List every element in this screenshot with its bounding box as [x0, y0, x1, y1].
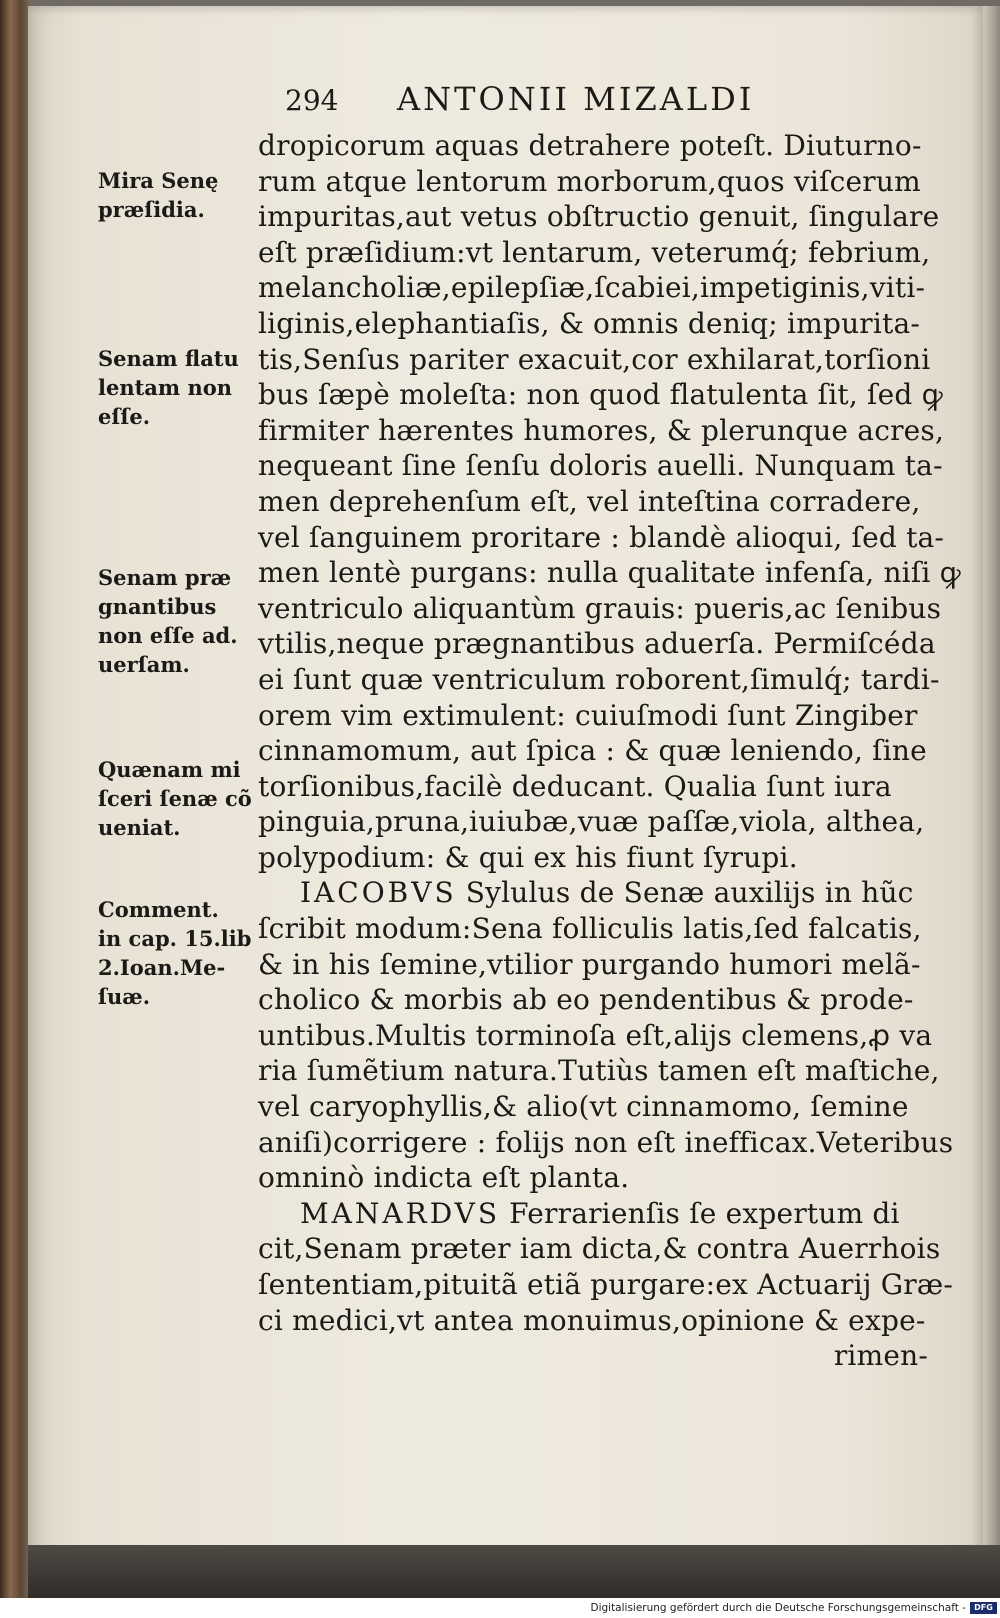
text-line: polypodium: & qui ex his fiunt ſyrupi.: [258, 840, 798, 874]
margin-notes: [0, 0, 258, 1560]
text-line: aniſi)corrigere : folijs non eſt inefficax.Veteribus: [258, 1125, 954, 1159]
margin-note-line: ueniat.: [98, 815, 181, 840]
text-line: omninò indicta eſt planta.: [258, 1161, 630, 1195]
text-line: orem vim extimulent: cuiuſmodi ſunt Zingiber: [258, 698, 918, 732]
body-text: [258, 128, 961, 1374]
margin-note-line: præſidia.: [98, 197, 205, 222]
text-line: ria ſumẽtium natura.Tutiùs tamen eſt maſtiche,: [258, 1054, 940, 1088]
margin-note-line: ſceri ſenæ cõ: [98, 786, 252, 811]
text-line: ventriculo aliquantùm grauis: pueris,ac ſenibus: [258, 591, 942, 625]
margin-note-line: lentam non: [98, 375, 232, 400]
paragraph-lead-word: IACOBVS: [300, 876, 457, 910]
footer-credit: [0, 1598, 1000, 1618]
text-line: untibus.Multis torminoſa eſt,alijs clemens,ꝓ va: [258, 1018, 933, 1052]
text-line: tis,Senſus pariter exacuit,cor exhilarat,torſioni: [258, 342, 931, 376]
margin-note: [98, 895, 258, 1011]
footer-credit-text: Digitalisierung gefördert durch die Deutsche Forschungsgemeinschaft -: [590, 1602, 966, 1614]
margin-note-line: 2.Ioan.Me-: [98, 955, 226, 980]
text-line: firmiter hærentes humores, & plerunque acres,: [258, 413, 945, 447]
text-line: eſt præſidium:vt lentarum, veterumq́; febrium,: [258, 235, 931, 269]
catchword: rimen-: [833, 1339, 928, 1373]
text-line: cit,Senam præter iam dicta,& contra Auerrhois: [258, 1232, 941, 1266]
page-number: 294: [285, 84, 339, 117]
margin-note: [98, 755, 258, 842]
margin-note-line: in cap. 15.lib: [98, 926, 252, 951]
text-line: pinguia,pruna,iuiubæ,vuæ paſſæ,viola, althea,: [258, 805, 925, 839]
text-line: nequeant ſine ſenſu doloris auelli. Nunquam ta-: [258, 449, 943, 483]
text-line: & in his ſemine,vtilior purgando humori melã-: [258, 947, 921, 981]
margin-note-line: Mira Senę: [98, 168, 219, 193]
page-edge: [983, 6, 1000, 1566]
text-line: vel ſanguinem proritare : blandè alioqui, ſed ta-: [258, 520, 945, 554]
margin-note-line: Senam flatu: [98, 346, 239, 371]
text-line: ſententiam,pituitã etiã purgare:ex Actuarij Græ-: [258, 1268, 954, 1301]
text-line: torſionibus,facilè deducant. Qualia ſunt iura: [258, 769, 892, 803]
margin-note-line: gnantibus: [98, 594, 217, 619]
text-line: rum atque lentorum morborum,quos viſcerum: [258, 164, 921, 198]
margin-note-line: Senam præ: [98, 565, 232, 590]
margin-note-line: uerſam.: [98, 652, 190, 677]
text-line: men lentè purgans: nulla qualitate infenſa, niſi ꝙ: [258, 556, 961, 590]
paragraph-first-line: [258, 875, 958, 911]
text-line: vtilis,neque prægnantibus aduerſa. Permiſcéda: [258, 627, 936, 661]
text-line: melancholiæ,epilepſiæ,ſcabiei,impetiginis,viti-: [258, 271, 926, 305]
text-line: liginis,elephantiaſis, & omnis deniq; impurita-: [258, 306, 921, 340]
text-line: men deprehenſum eſt, vel inteſtina corradere,: [258, 484, 921, 518]
text-fragment: Sylulus de Senæ auxilijs in hũc: [456, 876, 914, 910]
text-line: vel caryophyllis,& alio(vt cinnamomo, ſemine: [258, 1090, 909, 1124]
text-line: cinnamomum, aut ſpica : & quæ leniendo, ſine: [258, 734, 927, 768]
margin-note: [98, 563, 258, 679]
margin-note: [98, 166, 258, 224]
margin-note-line: Quænam mi: [98, 757, 241, 782]
margin-note-line: eſſe.: [98, 404, 151, 429]
margin-note: [98, 344, 258, 431]
running-title: ANTONII MIZALDI: [397, 80, 755, 118]
text-line: bus ſæpè moleſta: non quod flatulenta ſit, ſed ꝙ: [258, 378, 943, 412]
text-line: impuritas,aut vetus obſtructio genuit, ſingulare: [258, 200, 940, 234]
paragraph-lead-word: MANARDVS: [300, 1196, 501, 1230]
text-line: ſcribit modum:Sena folliculis latis,ſed falcatis,: [258, 912, 922, 946]
text-fragment: Ferrarienſis ſe expertum di: [500, 1196, 900, 1230]
page-header: [285, 80, 845, 126]
text-line: ci medici,vt antea monuimus,opinione & expe-: [258, 1303, 926, 1337]
margin-note-line: non eſſe ad.: [98, 623, 238, 648]
text-line: cholico & morbis ab eo pendentibus & prode-: [258, 983, 914, 1017]
margin-note-line: ſuæ.: [98, 984, 151, 1009]
text-line: ei ſunt quæ ventriculum roborent,ſimulq́; tardi-: [258, 662, 940, 696]
text-line: dropicorum aquas detrahere poteſt. Diuturno-: [258, 129, 922, 162]
paragraph-first-line: [258, 1196, 958, 1232]
margin-note-line: Comment.: [98, 897, 219, 922]
dfg-logo: DFG: [970, 1602, 997, 1614]
